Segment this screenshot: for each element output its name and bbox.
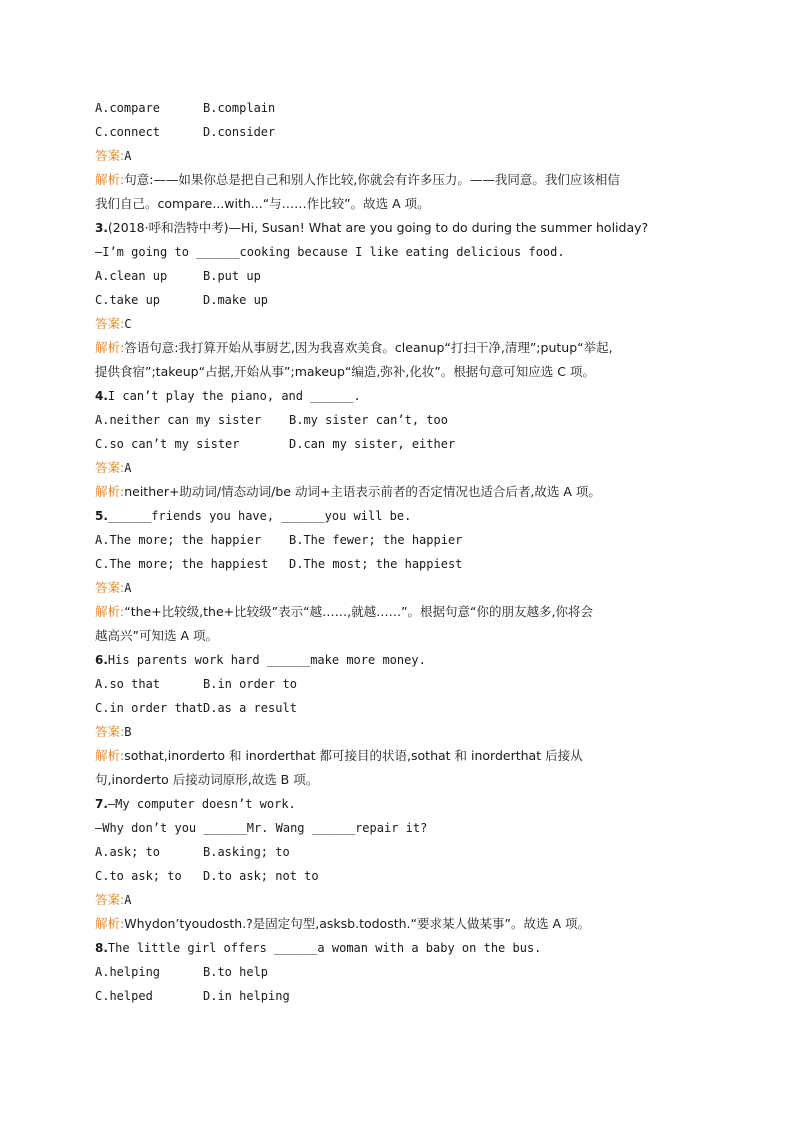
answer-value: A (124, 581, 132, 595)
option-c: C.connect (95, 125, 161, 139)
options-row (95, 528, 715, 552)
analysis-label: 解析: (95, 172, 125, 187)
question-stem (95, 648, 715, 672)
analysis-text: 我们自己。compare...with...“与……作比较”。故选 A 项。 (95, 196, 430, 211)
option-b: B.The fewer; the happier (289, 533, 463, 547)
analysis-label: 解析: (95, 340, 125, 355)
analysis-text: “the+比较级,the+比较级”表示“越……,就越……”。根据句意“你的朋友越多,你将会 (124, 604, 593, 619)
option-c: C.take up (95, 293, 161, 307)
option-a: A.ask; to (95, 845, 161, 859)
analysis-text: 越高兴”可知选 A 项。 (95, 628, 218, 643)
option-c: C.in order that (95, 701, 204, 715)
answer-value: B (124, 725, 132, 739)
answer-label: 答案: (95, 892, 125, 907)
option-b: B.put up (203, 269, 261, 283)
analysis-text: neither+助动词/情态动词/be 动词+主语表示前者的否定情况也适合后者,故选 A 项。 (124, 484, 601, 499)
question-text: ______friends you have, ______you will be. (107, 509, 412, 523)
question-number: 7. (95, 797, 108, 811)
answer-value: A (124, 461, 132, 475)
analysis-line (95, 480, 715, 504)
options-row (95, 96, 715, 120)
analysis-label: 解析: (95, 916, 125, 931)
question-number: 4. (95, 389, 108, 403)
answer-label: 答案: (95, 460, 125, 475)
options-row (95, 696, 715, 720)
question-text: —Why don’t you ______Mr. Wang ______repair it? (95, 821, 428, 835)
option-c: C.The more; the happiest (95, 557, 269, 571)
options-row (95, 120, 715, 144)
option-d: D.as a result (203, 701, 297, 715)
question-number: 5. (95, 509, 108, 523)
options-row (95, 984, 715, 1008)
analysis-text: 句意:——如果你总是把自己和别人作比较,你就会有许多压力。——我同意。我们应该相信 (124, 172, 620, 187)
option-a: A.so that (95, 677, 161, 691)
answer-line (95, 888, 715, 912)
question-text: —My computer doesn’t work. (107, 797, 296, 811)
question-stem (95, 816, 715, 840)
analysis-text: 答语句意:我打算开始从事厨艺,因为我喜欢美食。cleanup“打扫干净,清理”;putup“举起, (124, 340, 613, 355)
question-text: I can’t play the piano, and ______. (107, 389, 361, 403)
analysis-text: 句,inorderto 后接动词原形,故选 B 项。 (95, 772, 319, 787)
options-row (95, 264, 715, 288)
option-d: D.can my sister, either (289, 437, 456, 451)
question-stem (95, 384, 715, 408)
question-stem (95, 240, 715, 264)
analysis-line (95, 336, 715, 360)
option-a: A.The more; the happier (95, 533, 262, 547)
option-a: A.compare (95, 101, 161, 115)
option-b: B.my sister can’t, too (289, 413, 448, 427)
option-a: A.neither can my sister (95, 413, 262, 427)
options-row (95, 864, 715, 888)
answer-value: A (124, 893, 132, 907)
option-b: B.asking; to (203, 845, 290, 859)
option-b: B.in order to (203, 677, 297, 691)
answer-line (95, 720, 715, 744)
answer-line (95, 456, 715, 480)
options-row (95, 960, 715, 984)
answer-label: 答案: (95, 316, 125, 331)
analysis-line (95, 624, 715, 648)
answer-line (95, 144, 715, 168)
question-number: 3. (95, 221, 108, 235)
option-d: D.consider (203, 125, 276, 139)
answer-line (95, 312, 715, 336)
option-a: A.clean up (95, 269, 168, 283)
answer-label: 答案: (95, 148, 125, 163)
analysis-line (95, 360, 715, 384)
option-a: A.helping (95, 965, 161, 979)
analysis-text: 提供食宿”;takeup“占据,开始从事”;makeup“编造,弥补,化妆”。根据句意可知应选 C 项。 (95, 364, 595, 379)
analysis-line (95, 600, 715, 624)
analysis-text: sothat,inorderto 和 inorderthat 都可接目的状语,sothat 和 inorderthat 后接从 (124, 748, 583, 763)
analysis-line (95, 912, 715, 936)
question-number: 6. (95, 653, 108, 667)
option-d: D.make up (203, 293, 269, 307)
option-b: B.complain (203, 101, 276, 115)
worksheet-page (95, 96, 715, 1008)
options-row (95, 432, 715, 456)
option-c: C.helped (95, 989, 153, 1003)
answer-value: A (124, 149, 132, 163)
options-row (95, 288, 715, 312)
analysis-label: 解析: (95, 748, 125, 763)
options-row (95, 408, 715, 432)
options-row (95, 552, 715, 576)
question-number: 8. (95, 941, 108, 955)
analysis-line (95, 768, 715, 792)
question-stem (95, 936, 715, 960)
question-text: —I’m going to ______cooking because I like eating delicious food. (95, 245, 565, 259)
analysis-line (95, 168, 715, 192)
question-text: (2018·呼和浩特中考)—Hi, Susan! What are you going to do during the summer holiday? (107, 220, 649, 235)
answer-line (95, 576, 715, 600)
answer-value: C (124, 317, 132, 331)
option-d: D.The most; the happiest (289, 557, 463, 571)
answer-label: 答案: (95, 724, 125, 739)
option-d: D.to ask; not to (203, 869, 319, 883)
analysis-line (95, 192, 715, 216)
option-d: D.in helping (203, 989, 290, 1003)
analysis-text: Whydon’tyoudosth.?是固定句型,asksb.todosth.“要求某人做某事”。故选 A 项。 (124, 916, 590, 931)
options-row (95, 672, 715, 696)
analysis-label: 解析: (95, 484, 125, 499)
question-stem (95, 792, 715, 816)
question-stem (95, 216, 715, 240)
question-stem (95, 504, 715, 528)
question-text: The little girl offers ______a woman with a baby on the bus. (107, 941, 542, 955)
answer-label: 答案: (95, 580, 125, 595)
option-b: B.to help (203, 965, 269, 979)
option-c: C.so can’t my sister (95, 437, 240, 451)
option-c: C.to ask; to (95, 869, 182, 883)
analysis-label: 解析: (95, 604, 125, 619)
options-row (95, 840, 715, 864)
question-text: His parents work hard ______make more money. (107, 653, 426, 667)
analysis-line (95, 744, 715, 768)
